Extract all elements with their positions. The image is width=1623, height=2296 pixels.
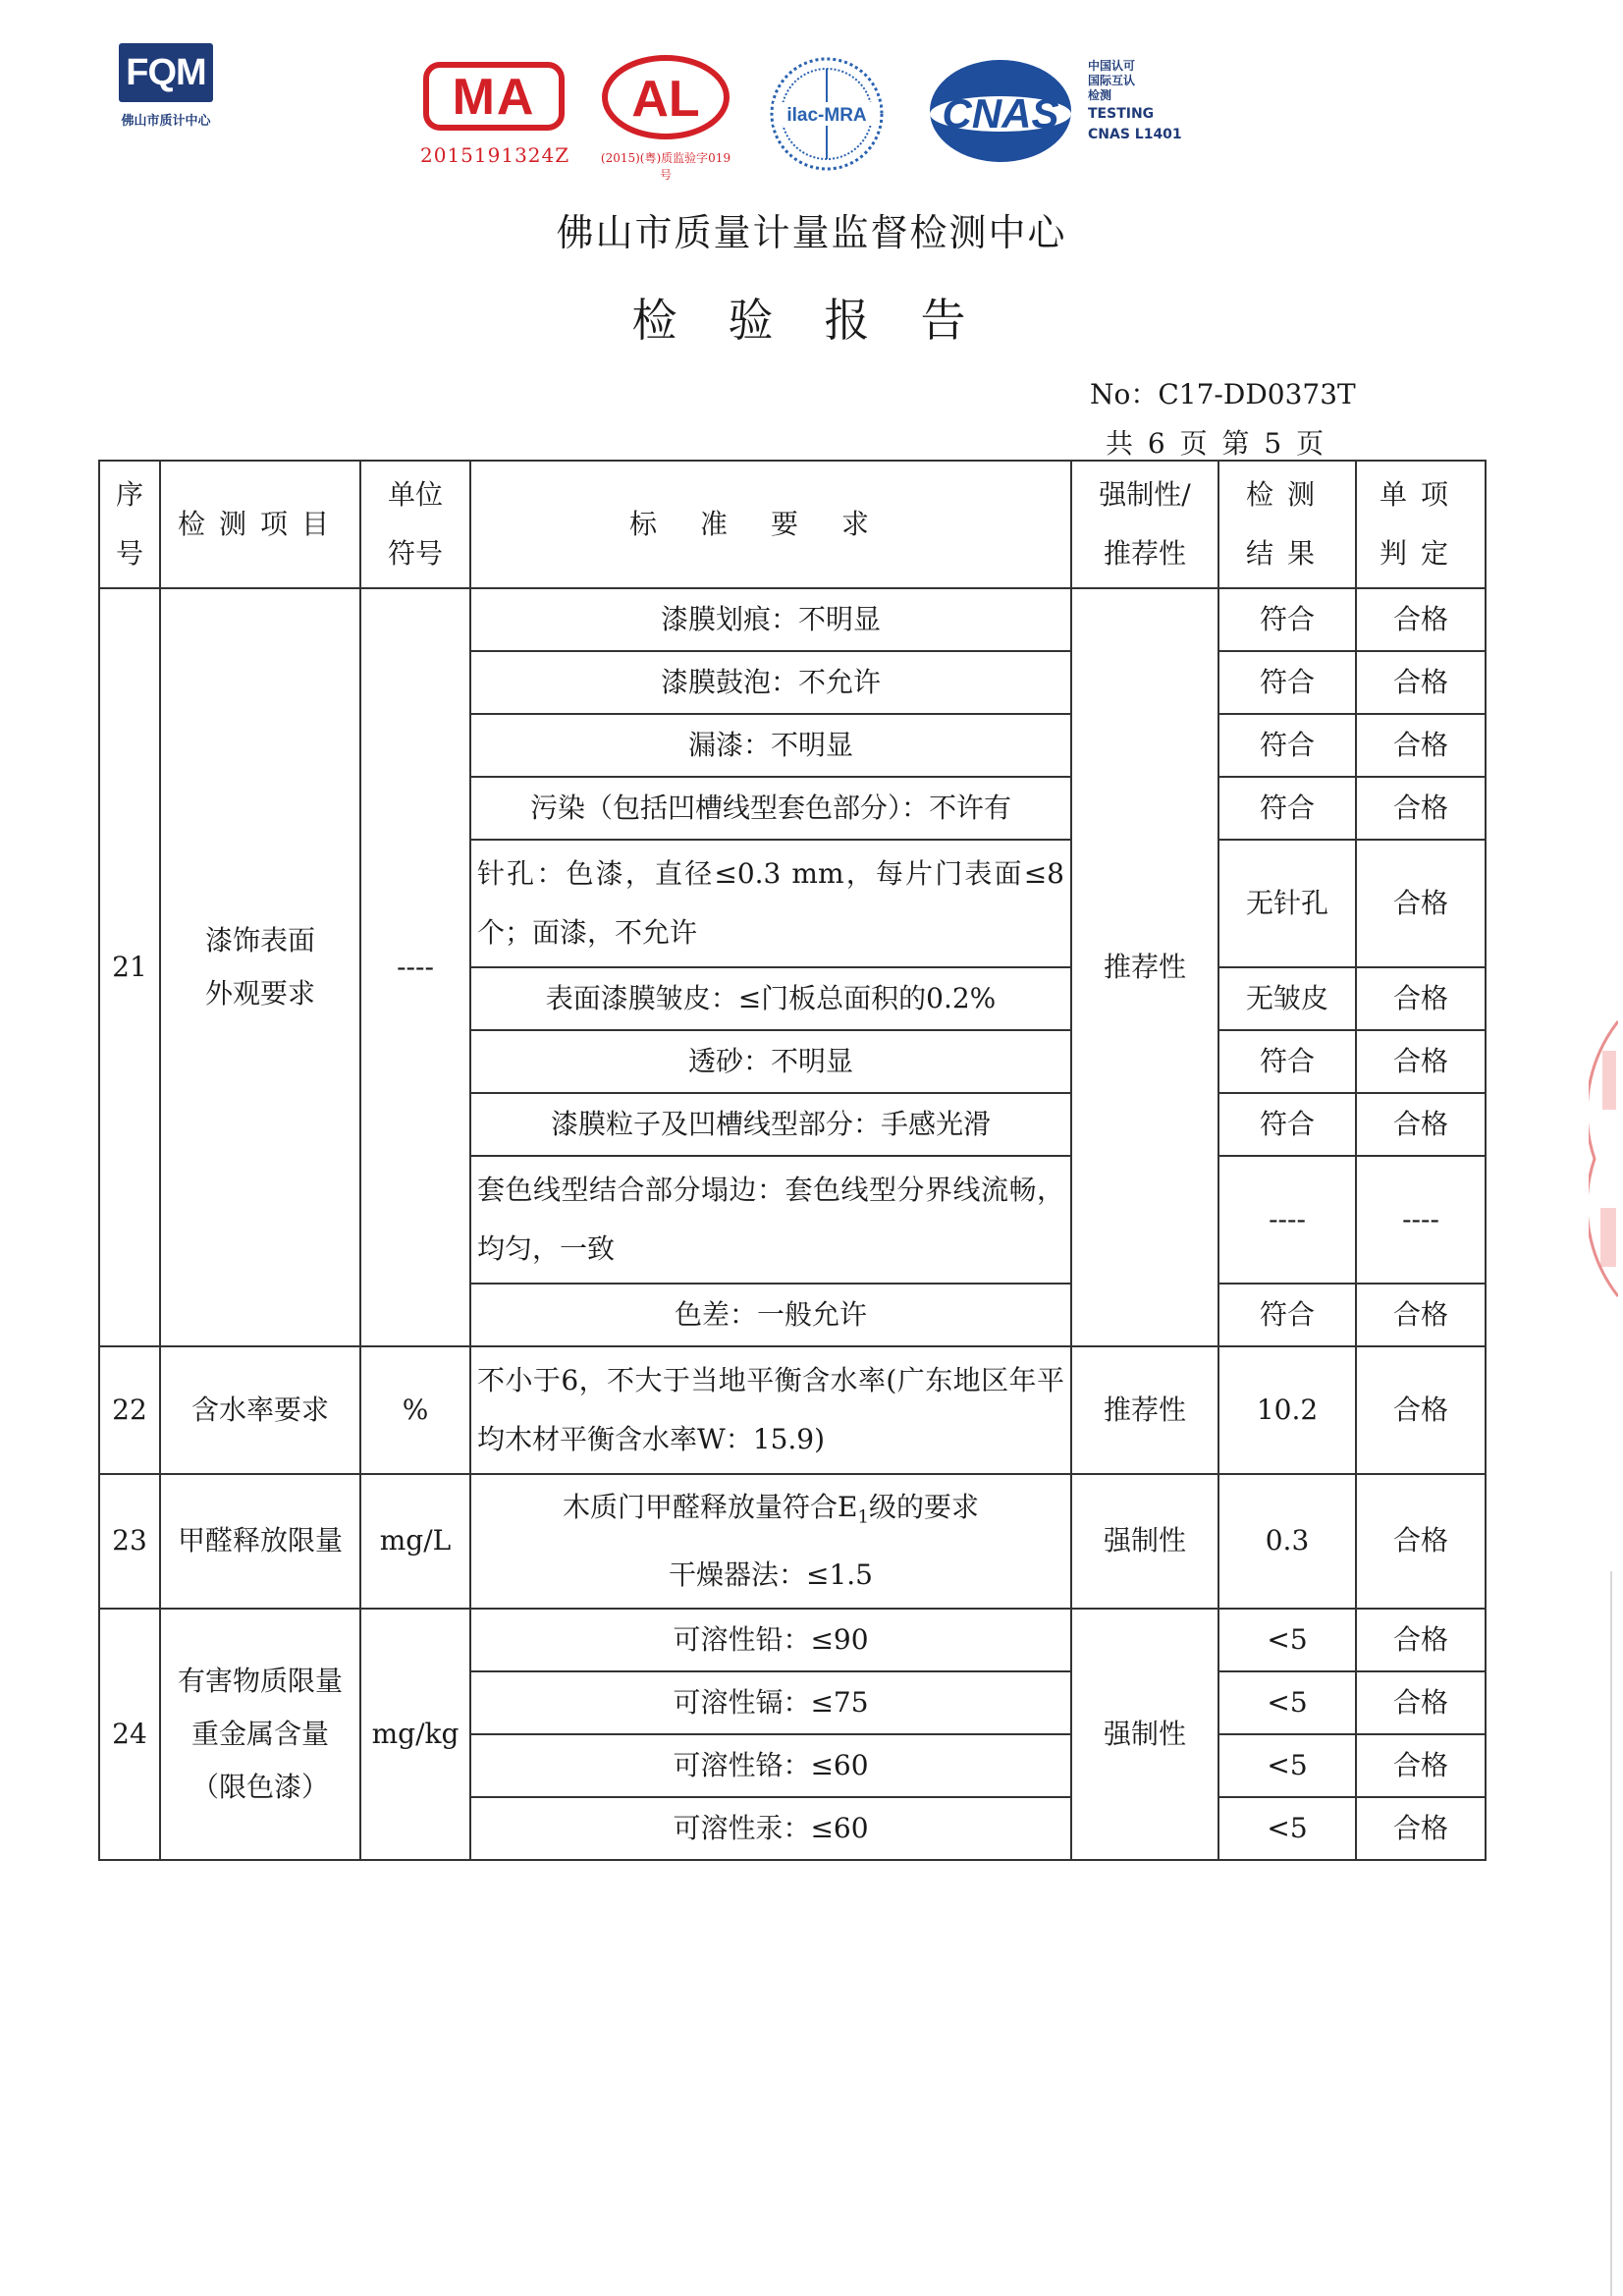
header-nature: 强制性/ 推荐性 [1071, 461, 1218, 588]
cnas-logo [927, 57, 1074, 169]
row22-nature: 推荐性 [1071, 1346, 1218, 1474]
row21-unit: ---- [360, 588, 470, 1346]
row21-req-4: 污染（包括凹槽线型套色部分）：不许有 [470, 777, 1071, 840]
row21-result-8: 符合 [1218, 1093, 1356, 1156]
row21-result-4: 符合 [1218, 777, 1356, 840]
cal-code: (2015)(粤)质监验字019号 [600, 151, 731, 182]
row24-seq: 24 [99, 1609, 160, 1860]
row21-seq: 21 [99, 588, 160, 1346]
cma-code: 2015191324Z [420, 143, 570, 167]
page-info: 共 6 页 第 5 页 [1106, 427, 1325, 460]
row21-req-8: 漆膜粒子及凹槽线型部分：手感光滑 [470, 1093, 1071, 1156]
report-number: No：C17-DD0373T [1090, 378, 1356, 410]
row21-result-7: 符合 [1218, 1030, 1356, 1093]
row23-result: 0.3 [1218, 1474, 1356, 1609]
row24-judgement-1: 合格 [1356, 1609, 1486, 1671]
header-judgement: 单项 判定 [1356, 461, 1486, 588]
row21-judgement-5: 合格 [1356, 840, 1486, 967]
row23-req: 木质门甲醛释放量符合$E_1$级的要求 干燥器法：≤1.5 [470, 1474, 1071, 1609]
cma-seal-icon [420, 55, 568, 137]
row23-nature: 强制性 [1071, 1474, 1218, 1609]
row21-judgement-7: 合格 [1356, 1030, 1486, 1093]
row21-result-5: 无针孔 [1218, 840, 1356, 967]
inspection-table [98, 460, 1487, 1861]
cma-seal-text: MA [452, 69, 536, 126]
fqm-logo-caption: 佛山市质计中心 [121, 114, 211, 129]
row21-result-10: 符合 [1218, 1284, 1356, 1346]
row21-judgement-1: 合格 [1356, 588, 1486, 651]
table-header-row [99, 461, 1486, 588]
row21-judgement-8: 合格 [1356, 1093, 1486, 1156]
row24-judgement-2: 合格 [1356, 1671, 1486, 1734]
ilac-globe-icon [768, 55, 886, 173]
cnas-caption [1088, 59, 1206, 144]
row23-item: 甲醛释放限量 [160, 1474, 360, 1609]
row23-seq: 23 [99, 1474, 160, 1609]
row21-result-2: 符合 [1218, 651, 1356, 714]
ilac-mra-text: ilac-MRA [786, 105, 867, 126]
cal-seal-icon [595, 53, 736, 141]
row24-req-1: 可溶性铅：≤90 [470, 1609, 1071, 1671]
row24-result-4: <5 [1218, 1797, 1356, 1860]
cnas-caption-en-2: CNAS L1401 [1088, 127, 1182, 142]
cnas-logo-icon [927, 57, 1074, 165]
fqm-logo [102, 43, 230, 129]
document-title: 检验报告 [631, 294, 1017, 347]
table-row [99, 1609, 1486, 1671]
row24-req-4: 可溶性汞：≤60 [470, 1797, 1071, 1860]
header-item: 检测项目 [160, 461, 360, 588]
row21-judgement-10: 合格 [1356, 1284, 1486, 1346]
table-row [99, 1474, 1486, 1609]
row22-item: 含水率要求 [160, 1346, 360, 1474]
row21-item: 漆饰表面 外观要求 [160, 588, 360, 1346]
row21-req-6: 表面漆膜皱皮：≤门板总面积的0.2% [470, 967, 1071, 1030]
row24-unit: mg/kg [360, 1609, 470, 1860]
cnas-logo-text: CNAS [942, 90, 1059, 137]
scan-edge-line [1610, 1571, 1612, 2296]
row21-req-10: 色差：一般允许 [470, 1284, 1071, 1346]
row24-result-2: <5 [1218, 1671, 1356, 1734]
row21-req-9: 套色线型结合部分塌边：套色线型分界线流畅，均匀，一致 [470, 1156, 1071, 1284]
cal-seal [595, 53, 736, 183]
cnas-caption-cn-1: 中国认可 [1088, 59, 1136, 73]
row24-req-3: 可溶性铬：≤60 [470, 1734, 1071, 1797]
header-requirement: 标准要求 [470, 461, 1071, 588]
row21-judgement-6: 合格 [1356, 967, 1486, 1030]
cnas-caption-cn-3: 检测 [1088, 88, 1112, 102]
row21-judgement-3: 合格 [1356, 714, 1486, 777]
row24-req-2: 可溶性镉：≤75 [470, 1671, 1071, 1734]
row21-result-6: 无皱皮 [1218, 967, 1356, 1030]
row22-req: 不小于6，不大于当地平衡含水率(广东地区年平均木材平衡含水率W：15.9) [470, 1346, 1071, 1474]
cnas-caption-cn-2: 国际互认 [1088, 74, 1136, 87]
row24-item: 有害物质限量 重金属含量 （限色漆） [160, 1609, 360, 1860]
row23-judgement: 合格 [1356, 1474, 1486, 1609]
row21-result-1: 符合 [1218, 588, 1356, 651]
header-unit: 单位 符号 [360, 461, 470, 588]
row21-judgement-9: ---- [1356, 1156, 1486, 1284]
row24-result-3: <5 [1218, 1734, 1356, 1797]
row21-req-7: 透砂：不明显 [470, 1030, 1071, 1093]
row21-nature: 推荐性 [1071, 588, 1218, 1346]
table-row [99, 588, 1486, 651]
cma-seal [420, 55, 568, 167]
row24-nature: 强制性 [1071, 1609, 1218, 1860]
header-result: 检测 结果 [1218, 461, 1356, 588]
row23-unit: mg/L [360, 1474, 470, 1609]
row21-req-2: 漆膜鼓泡：不允许 [470, 651, 1071, 714]
row21-result-3: 符合 [1218, 714, 1356, 777]
table-row [99, 1346, 1486, 1474]
row22-judgement: 合格 [1356, 1346, 1486, 1474]
row21-judgement-4: 合格 [1356, 777, 1486, 840]
cnas-caption-en-1: TESTING [1088, 106, 1155, 122]
row21-req-5: 针孔：色漆，直径≤0.3 mm，每片门表面≤8个；面漆，不允许 [470, 840, 1071, 967]
organization-title: 佛山市质量计量监督检测中心 [556, 211, 1067, 254]
row22-result: 10.2 [1218, 1346, 1356, 1474]
ilac-mra-logo [768, 55, 886, 177]
row22-seq: 22 [99, 1346, 160, 1474]
header-seq: 序 号 [99, 461, 160, 588]
row21-judgement-2: 合格 [1356, 651, 1486, 714]
row24-judgement-4: 合格 [1356, 1797, 1486, 1860]
fqm-logo-mark: FQM [119, 43, 213, 102]
row24-judgement-3: 合格 [1356, 1734, 1486, 1797]
row21-req-3: 漏漆：不明显 [470, 714, 1071, 777]
cal-seal-text: AL [631, 71, 700, 128]
row21-req-1: 漆膜划痕：不明显 [470, 588, 1071, 651]
row21-result-9: ---- [1218, 1156, 1356, 1284]
row24-result-1: <5 [1218, 1609, 1356, 1671]
partial-seal-mark [1589, 1011, 1618, 1306]
row22-unit: % [360, 1346, 470, 1474]
